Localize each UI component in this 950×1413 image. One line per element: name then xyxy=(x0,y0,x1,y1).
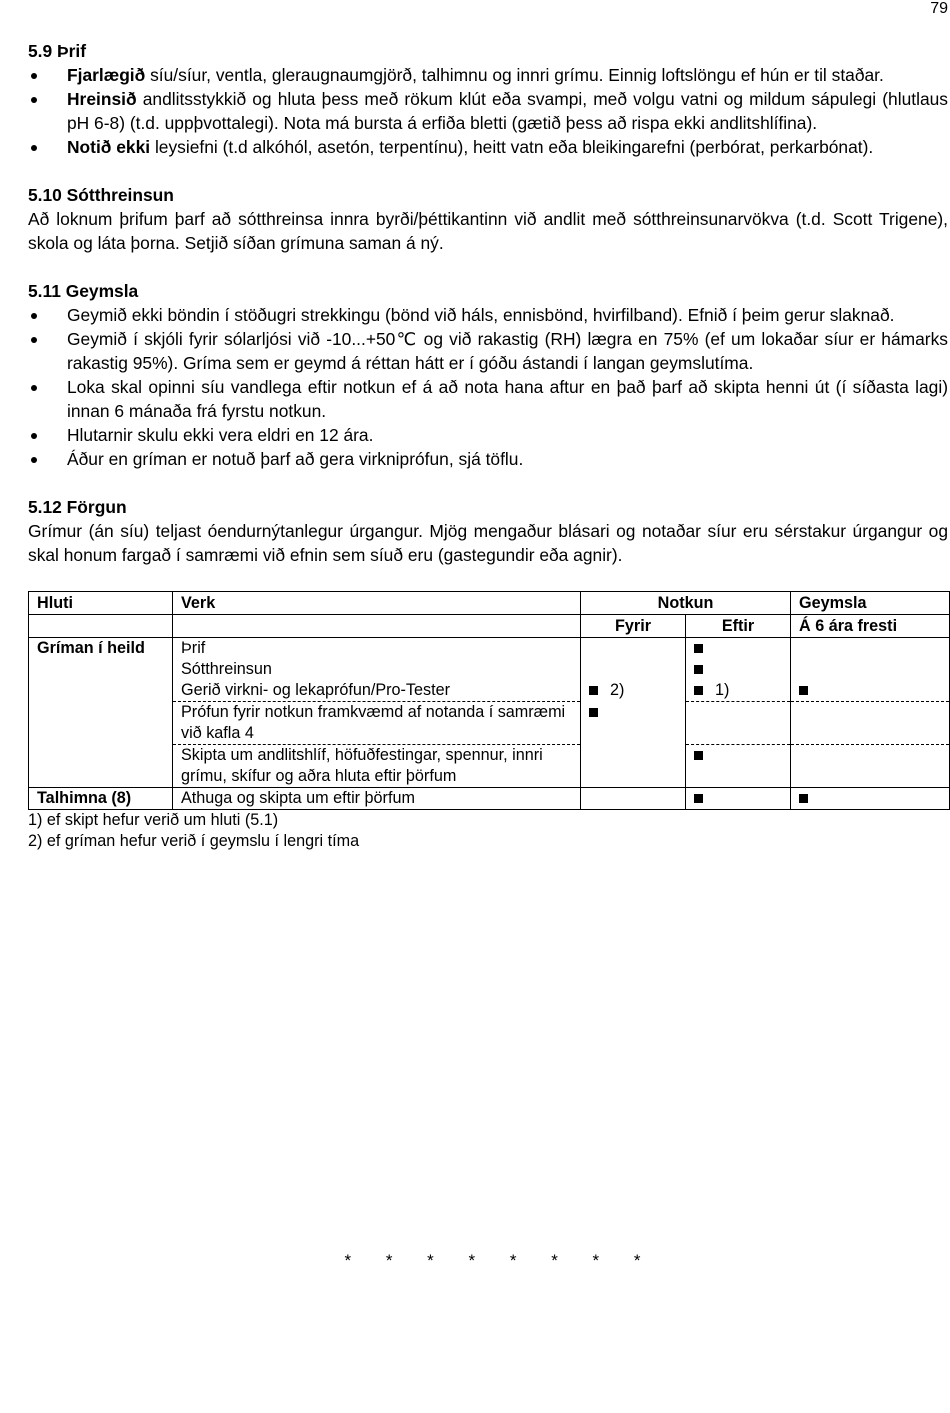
part-cell: Gríman í heild xyxy=(29,638,173,788)
item-keyword: Notið ekki xyxy=(67,137,151,157)
task-line: Þrif xyxy=(181,639,206,657)
header-cell: Notkun xyxy=(581,592,791,615)
section-title: 5.11 Geymsla xyxy=(28,281,139,301)
table-header-row xyxy=(29,592,950,615)
before-use-cell xyxy=(581,638,686,702)
section-disinfection xyxy=(28,183,948,255)
table-subheader-row xyxy=(29,615,950,638)
list-item: Geymið í skjóli fyrir sólarljósi við -10...+50℃ og við rakastig (RH) lægra en 75% (ef um lokaðar síur er hámarks rakastig 95%). Gríma sem er geymd á réttan hátt er í góðu ástandi í langan geymslutíma. xyxy=(28,327,948,375)
table-row xyxy=(29,638,950,702)
end-of-section-marks: * * * * * * * * xyxy=(344,1251,656,1270)
after-use-cell xyxy=(686,788,791,810)
checkmark-square-icon xyxy=(799,794,808,803)
after-use-cell xyxy=(686,638,791,702)
storage-cell xyxy=(791,788,950,810)
page-number: 79 xyxy=(930,0,948,17)
footnote-ref: 1) xyxy=(715,681,730,699)
header-cell: Geymsla xyxy=(791,592,950,615)
section-storage xyxy=(28,279,948,471)
list-item xyxy=(28,87,948,135)
checkmark-square-icon xyxy=(589,708,598,717)
before-use-cell xyxy=(581,745,686,788)
header-cell: Fyrir xyxy=(581,615,686,638)
item-text: síu/síur, ventla, gleraugnaumgjörð, talhimnu og innri grímu. Einnig loftslöngu ef hún er til staðar. xyxy=(145,65,884,85)
storage-cell xyxy=(791,702,950,745)
section-title: 5.9 Þrif xyxy=(28,41,86,61)
list-item: Geymið ekki böndin í stöðugri strekkingu (bönd við háls, ennisbönd, hvirfilband). Efnið í þeim gerur slaknað. xyxy=(28,303,948,327)
section-paragraph: Grímur (án síu) teljast óendurnýtanlegur úrgangur. Mjög mengaður blásari og notaðar síur eru sérstakur úrgangur og skal honum fargað í samræmi við efnin sem síuð eru (gastegundir eða agnir). xyxy=(28,521,948,565)
after-use-cell xyxy=(686,702,791,745)
empty-cell xyxy=(173,615,581,638)
list-item xyxy=(28,63,948,87)
part-cell: Talhimna (8) xyxy=(29,788,173,810)
document-body xyxy=(28,39,948,852)
checkmark-square-icon xyxy=(694,686,703,695)
list-item xyxy=(28,135,948,159)
storage-cell xyxy=(791,745,950,788)
task-cell: Skipta um andlitshlíf, höfuðfestingar, spennur, innri grímu, skífur og aðra hluta eftir þörfum xyxy=(173,745,581,788)
section-cleaning xyxy=(28,39,948,159)
header-cell: Verk xyxy=(173,592,581,615)
section-title: 5.12 Förgun xyxy=(28,497,127,517)
storage-cell xyxy=(791,638,950,702)
before-use-cell xyxy=(581,702,686,745)
task-cell xyxy=(173,638,581,702)
header-cell: Eftir xyxy=(686,615,791,638)
task-line: Gerið virkni- og lekaprófun/Pro-Tester xyxy=(181,681,450,699)
table-row xyxy=(29,788,950,810)
list-item: Loka skal opinni síu vandlega eftir notkun ef á að nota hana aftur en það þarf að skipta henni út (í síðasta lagi) innan 6 mánaða frá fyrstu notkun. xyxy=(28,375,948,423)
checkmark-square-icon xyxy=(694,665,703,674)
before-use-cell xyxy=(581,788,686,810)
storage-list xyxy=(28,303,948,471)
maintenance-table xyxy=(28,591,950,810)
checkmark-square-icon xyxy=(799,686,808,695)
footnote: 2) ef gríman hefur verið í geymslu í lengri tíma xyxy=(28,832,360,850)
footnote: 1) ef skipt hefur verið um hluti (5.1) xyxy=(28,811,279,829)
task-cell: Athuga og skipta um eftir þörfum xyxy=(173,788,581,810)
checkmark-square-icon xyxy=(589,686,598,695)
checkmark-square-icon xyxy=(694,794,703,803)
empty-cell xyxy=(29,615,173,638)
list-item: Hlutarnir skulu ekki vera eldri en 12 ára. xyxy=(28,423,948,447)
after-use-cell xyxy=(686,745,791,788)
item-text: leysiefni (t.d alkóhól, asetón, terpentínu), heitt vatn eða bleikingarefni (perbórat, perkarbónat). xyxy=(150,137,874,157)
section-paragraph: Að loknum þrifum þarf að sótthreinsa innra byrði/þéttikantinn við andlit með sótthreinsunarvökva (t.d. Scott Trigene), skola og láta þorna. Setjið síðan grímuna saman á ný. xyxy=(28,209,948,253)
section-title: 5.10 Sótthreinsun xyxy=(28,185,174,205)
header-cell: Hluti xyxy=(29,592,173,615)
task-line: Sótthreinsun xyxy=(181,660,272,678)
item-keyword: Fjarlægið xyxy=(67,65,146,85)
section-disposal xyxy=(28,495,948,567)
checkmark-square-icon xyxy=(694,751,703,760)
item-text: andlitsstykkið og hluta þess með rökum klút eða svampi, með volgu vatni og mildum sápulegi (hlutlaus pH 6-8) (t.d. uppþvottalegi). Nota má bursta á erfiða bletti (gætið þess að rispa ekki andlitshlífina). xyxy=(67,89,948,133)
list-item: Áður en gríman er notuð þarf að gera virkniprófun, sjá töflu. xyxy=(28,447,948,471)
footnote-ref: 2) xyxy=(610,681,625,699)
cleaning-list xyxy=(28,63,948,159)
table-footnotes xyxy=(28,810,948,852)
header-cell: Á 6 ára fresti xyxy=(791,615,950,638)
checkmark-square-icon xyxy=(694,644,703,653)
item-keyword: Hreinsið xyxy=(67,89,137,109)
task-cell: Prófun fyrir notkun framkvæmd af notanda í samræmi við kafla 4 xyxy=(173,702,581,745)
